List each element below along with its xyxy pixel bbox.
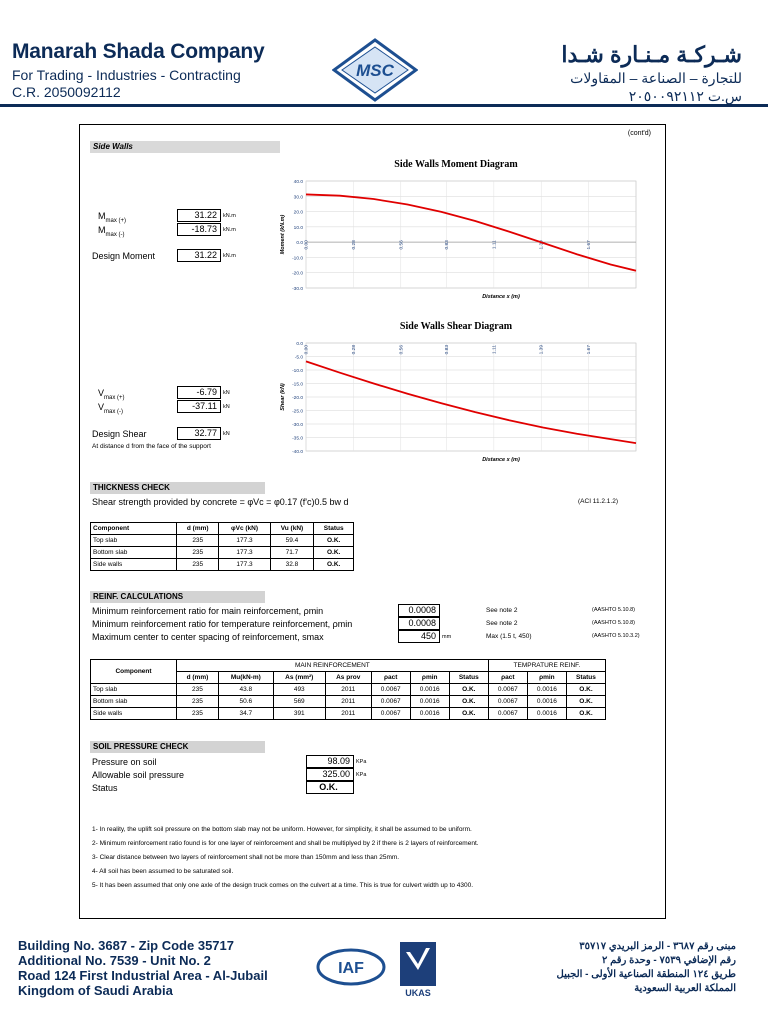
- x-tick-label: 0.00: [304, 240, 310, 250]
- y-tick-label: -5.0: [294, 355, 303, 361]
- vmax-pos-value: -6.79: [177, 386, 221, 399]
- col-header: Status: [314, 523, 354, 535]
- col-header: Status: [566, 672, 605, 684]
- x-axis-label: Distance x (m): [482, 457, 520, 463]
- y-tick-label: 40.0: [293, 180, 303, 185]
- table-group-row: [91, 660, 606, 672]
- table-row: [91, 708, 606, 720]
- col-header: d (mm): [177, 523, 219, 535]
- contd-label: (cont'd): [627, 130, 651, 137]
- cell: Top slab: [91, 684, 177, 696]
- reinf-line-2-note: See note 2: [486, 620, 518, 627]
- address-line: Road 124 First Industrial Area - Al-Jubail: [18, 968, 268, 983]
- cell: 235: [177, 708, 219, 720]
- y-axis-label: Shear (kN): [280, 383, 286, 411]
- cell: 0.0067: [371, 696, 410, 708]
- status-cell: O.K.: [314, 547, 354, 559]
- cell: 235: [177, 559, 219, 571]
- shear-chart-title: Side Walls Shear Diagram: [399, 321, 513, 332]
- reinf-line-1-ref: (AASHTO 5.10.8): [592, 607, 635, 613]
- cell: 235: [177, 547, 219, 559]
- col-header: Mu(kN-m): [218, 672, 273, 684]
- x-tick-label: 1.11: [492, 345, 498, 354]
- x-tick-label: 1.67: [587, 345, 593, 355]
- x-tick-label: 1.11: [492, 240, 498, 250]
- cell: 50.6: [218, 696, 273, 708]
- design-shear-value: 32.77: [177, 427, 221, 440]
- status-cell: O.K.: [566, 708, 605, 720]
- cell: 0.0016: [527, 684, 566, 696]
- y-tick-label: 0.0: [296, 241, 303, 247]
- moment-chart: [276, 175, 646, 305]
- col-header: ρact: [488, 672, 527, 684]
- reinf-calculations-title: REINF. CALCULATIONS: [90, 591, 265, 603]
- cell: 0.0016: [410, 696, 449, 708]
- arabic-address-line: مبنى رقم ٣٦٨٧ - الرمز البريدي ٣٥٧١٧: [579, 941, 736, 952]
- soil-status-value: O.K.: [306, 781, 354, 794]
- reinf-line-3-ref: (AASHTO 5.10.3.2): [592, 633, 640, 639]
- cell: 235: [177, 535, 219, 547]
- reinf-line-3-unit: mm: [442, 634, 452, 640]
- cell: 0.0067: [371, 708, 410, 720]
- notes-list: [92, 823, 479, 893]
- cell: Side walls: [91, 708, 177, 720]
- cell: 0.0016: [410, 708, 449, 720]
- col-header: As (mm²): [273, 672, 325, 684]
- reinf-line-2-ref: (AASHTO 5.10.8): [592, 620, 635, 626]
- iaf-logo-text: IAF: [338, 960, 364, 977]
- table-row: [91, 559, 354, 571]
- table-row: [91, 535, 354, 547]
- soil-pressure-title: SOIL PRESSURE CHECK: [90, 741, 265, 753]
- design-moment-unit: kN.m: [223, 253, 236, 259]
- arabic-address-line: طريق ١٢٤ المنطقة الصناعية الأولى - الجبيل: [556, 969, 736, 980]
- soil-pressure-unit: KPa: [356, 759, 367, 765]
- cell: 34.7: [218, 708, 273, 720]
- x-tick-label: 0.28: [351, 345, 357, 355]
- cell: 177.3: [219, 559, 270, 571]
- arabic-address-line: رقم الإضافي ٧٥٣٩ - وحدة رقم ٢: [601, 955, 736, 966]
- col-header: Vu (kN): [270, 523, 314, 535]
- x-tick-label: 1.39: [539, 240, 545, 250]
- thickness-check-title: THICKNESS CHECK: [90, 482, 265, 494]
- mmax-pos-label: $M_{max (+)}$: [98, 211, 127, 224]
- y-tick-label: -10.0: [292, 256, 303, 262]
- msc-logo-icon: [332, 38, 418, 102]
- cell: 391: [273, 708, 325, 720]
- y-tick-label: -15.0: [292, 382, 303, 388]
- y-tick-label: -30.0: [292, 287, 303, 292]
- reinforcement-table: [90, 659, 606, 720]
- y-tick-label: 30.0: [293, 195, 303, 201]
- x-axis-label: Distance x (m): [482, 294, 520, 300]
- company-name: Manarah Shada Company: [12, 40, 265, 63]
- side-walls-title: Side Walls: [90, 141, 280, 153]
- arabic-address-line: المملكة العربية السعودية: [634, 983, 736, 994]
- x-tick-label: 0.56: [399, 240, 405, 250]
- x-tick-label: 1.39: [539, 345, 545, 355]
- note-item: 1- In reality, the uplift soil pressure on the bottom slab may not be uniform. However, for simplicity, it shall be assumed to be uniform.: [92, 826, 472, 833]
- allowable-pressure-value: 325.00: [306, 768, 354, 781]
- mmax-neg-label: $M_{max (-)}$: [98, 225, 125, 238]
- vmax-neg-value: -37.11: [177, 400, 221, 413]
- address-line: Building No. 3687 - Zip Code 35717: [18, 938, 234, 953]
- table-header-row: [91, 523, 354, 535]
- cell: 2011: [325, 708, 371, 720]
- design-moment-label: Design Moment: [92, 251, 156, 261]
- note-item: 5- It has been assumed that only one axle of the design truck comes on the culvert at a time. This is true for culvert width up to 4300.: [92, 882, 474, 889]
- vmax-neg-label: $V_{max (-)}$: [98, 402, 124, 415]
- cell: 0.0016: [527, 696, 566, 708]
- footer-arabic-address: [557, 940, 736, 996]
- cell: 0.0067: [488, 684, 527, 696]
- temperature-reinforcement-header: TEMPRATURE REINF.: [488, 660, 605, 672]
- company-subtitle: For Trading - Industries - Contracting: [12, 67, 241, 83]
- letterhead-right: [561, 42, 742, 105]
- col-header: φVc (kN): [219, 523, 270, 535]
- col-header: ρmin: [410, 672, 449, 684]
- status-cell: O.K.: [449, 696, 488, 708]
- calculation-sheet: [79, 124, 666, 919]
- col-header: Component: [91, 523, 177, 535]
- col-header: ρmin: [527, 672, 566, 684]
- allowable-pressure-unit: KPa: [356, 772, 367, 778]
- thickness-table: [90, 522, 354, 571]
- design-shear-note: At distance d from the face of the support: [92, 443, 211, 450]
- cell: 235: [177, 684, 219, 696]
- letterhead-divider: [0, 104, 768, 107]
- reinf-line-3-value: 450: [398, 630, 440, 643]
- vmax-neg-unit: kN: [223, 404, 230, 410]
- col-header: As prov: [325, 672, 371, 684]
- status-cell: O.K.: [314, 559, 354, 571]
- cell: 569: [273, 696, 325, 708]
- status-cell: O.K.: [314, 535, 354, 547]
- col-header: d (mm): [177, 672, 219, 684]
- y-tick-label: -30.0: [292, 423, 303, 428]
- col-header: Status: [449, 672, 488, 684]
- y-tick-label: -35.0: [292, 436, 303, 442]
- y-tick-label: 10.0: [293, 225, 303, 231]
- mmax-pos-value: 31.22: [177, 209, 221, 222]
- shear-strength-formula: Shear strength provided by concrete = φVc = φ0.17 (f'c)0.5 bw d: [92, 497, 349, 507]
- x-tick-label: 0.83: [444, 240, 450, 250]
- x-tick-label: 0.00: [304, 345, 310, 355]
- status-cell: O.K.: [449, 708, 488, 720]
- cell: Bottom slab: [91, 696, 177, 708]
- cell: 59.4: [270, 535, 314, 547]
- table-row: [91, 547, 354, 559]
- y-axis-label: Moment (kN.m): [280, 214, 286, 255]
- company-cr: C.R. 2050092112: [12, 84, 121, 100]
- design-moment-value: 31.22: [177, 249, 221, 262]
- status-cell: O.K.: [449, 684, 488, 696]
- cell: 0.0016: [410, 684, 449, 696]
- address-line: Kingdom of Saudi Arabia: [18, 983, 173, 998]
- cell: 43.8: [218, 684, 273, 696]
- soil-pressure-label: Pressure on soil: [92, 757, 157, 767]
- design-shear-unit: kN: [223, 431, 230, 437]
- cell: 493: [273, 684, 325, 696]
- y-tick-label: 0.0: [296, 342, 303, 347]
- cell: Bottom slab: [91, 547, 177, 559]
- reinf-line-3-note: Max (1.5 t, 450): [486, 633, 532, 640]
- cell: 177.3: [219, 535, 270, 547]
- aci-reference: (ACI 11.2.1.2): [578, 498, 618, 505]
- vmax-pos-unit: kN: [223, 390, 230, 396]
- arabic-subtitle: للتجارة – الصناعة – المقاولات: [570, 70, 742, 86]
- note-item: 4- All soil has been assumed to be saturated soil.: [92, 868, 234, 875]
- y-tick-label: 20.0: [293, 210, 303, 216]
- arabic-cr: س.ت ٢٠٥٠٠٩٢١١٢: [628, 88, 742, 104]
- y-tick-label: -20.0: [292, 396, 303, 401]
- soil-status-label: Status: [92, 783, 118, 793]
- reinf-line-3-label: Maximum center to center spacing of reinforcement, smax: [92, 632, 324, 642]
- mmax-neg-unit: kN.m: [223, 227, 236, 233]
- reinf-line-2-label: Minimum reinforcement ratio for temperature reinforcement, ρmin: [92, 619, 353, 629]
- vmax-pos-label: $V_{max (+)}$: [98, 388, 125, 401]
- x-tick-label: 0.83: [444, 345, 450, 355]
- col-header: Component: [91, 660, 177, 684]
- status-cell: O.K.: [566, 684, 605, 696]
- cell: Top slab: [91, 535, 177, 547]
- y-tick-label: -40.0: [292, 450, 303, 455]
- cell: 177.3: [219, 547, 270, 559]
- soil-pressure-value: 98.09: [306, 755, 354, 768]
- note-item: 3- Clear distance between two layers of reinforcement shall not be more than 150mm and less than 25mm.: [92, 854, 400, 861]
- address-line: Additional No. 7539 - Unit No. 2: [18, 953, 211, 968]
- cell: 2011: [325, 684, 371, 696]
- arabic-company-name: شـركـة مـنـارة شـدا: [561, 42, 742, 67]
- note-item: 2- Minimum reinforcement ratio found is for one layer of reinforcement and shall be multiplyed by 2 if there is 2 layers of reinforcement.: [92, 840, 479, 847]
- x-tick-label: 1.67: [587, 240, 593, 250]
- col-header: ρact: [371, 672, 410, 684]
- reinf-line-2-value: 0.0008: [398, 617, 440, 630]
- footer-address: [18, 938, 268, 998]
- table-row: [91, 684, 606, 696]
- table-row: [91, 696, 606, 708]
- cell: 0.0067: [488, 696, 527, 708]
- cell: 71.7: [270, 547, 314, 559]
- ukas-logo-icon: [398, 940, 438, 1000]
- y-tick-label: -25.0: [292, 409, 303, 415]
- mmax-pos-unit: kN.m: [223, 213, 236, 219]
- cell: 32.8: [270, 559, 314, 571]
- main-reinforcement-header: MAIN REINFORCEMENT: [177, 660, 489, 672]
- reinf-line-1-note: See note 2: [486, 607, 518, 614]
- iaf-logo-icon: [316, 948, 386, 986]
- logo-text: MSC: [356, 61, 394, 80]
- shear-chart: [276, 337, 646, 467]
- ukas-logo-text: UKAS: [405, 988, 431, 998]
- y-tick-label: -20.0: [292, 271, 303, 277]
- cell: 0.0067: [371, 684, 410, 696]
- allowable-pressure-label: Allowable soil pressure: [92, 770, 185, 780]
- cell: 2011: [325, 696, 371, 708]
- reinf-line-1-label: Minimum reinforcement ratio for main reinforcement, ρmin: [92, 606, 324, 616]
- reinf-line-1-value: 0.0008: [398, 604, 440, 617]
- design-shear-label: Design Shear: [92, 429, 147, 439]
- x-tick-label: 0.56: [399, 345, 405, 355]
- cell: 0.0016: [527, 708, 566, 720]
- cell: 235: [177, 696, 219, 708]
- cell: 0.0067: [488, 708, 527, 720]
- y-tick-label: -10.0: [292, 369, 303, 374]
- status-cell: O.K.: [566, 696, 605, 708]
- mmax-neg-value: -18.73: [177, 223, 221, 236]
- letterhead-left: [12, 40, 265, 100]
- moment-chart-title: Side Walls Moment Diagram: [394, 159, 518, 170]
- x-tick-label: 0.28: [351, 240, 357, 250]
- cell: Side walls: [91, 559, 177, 571]
